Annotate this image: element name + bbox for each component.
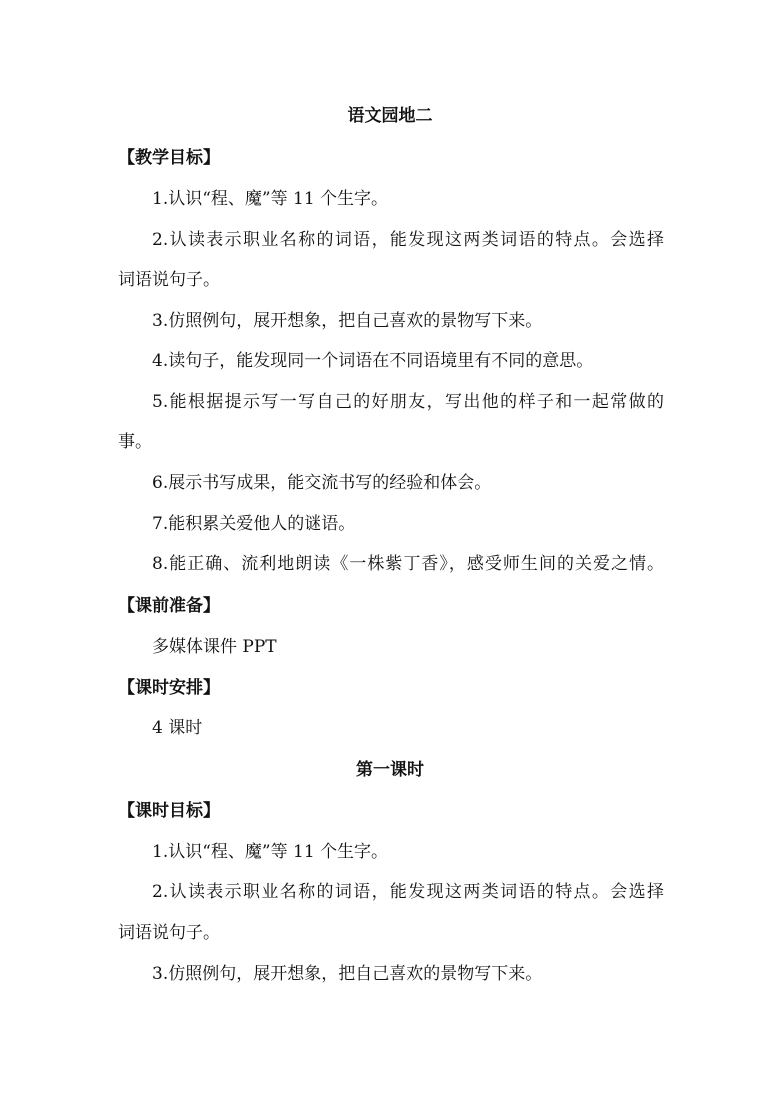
section-heading-schedule: 【课时安排】 bbox=[118, 678, 220, 698]
goal-item-5-line-1: 5.能根据提示写一写自己的好朋友，写出他的样子和一起常做的 bbox=[152, 392, 664, 412]
lesson-goal-item-1: 1.认识“程、魔”等 11 个生字。 bbox=[152, 842, 389, 862]
lesson1-title: 第一课时 bbox=[356, 760, 424, 780]
lesson-goal-item-3: 3.仿照例句，展开想象，把自己喜欢的景物写下来。 bbox=[152, 964, 543, 984]
lesson-goal-item-2-line-1: 2.认读表示职业名称的词语，能发现这两类词语的特点。会选择 bbox=[152, 882, 664, 902]
goal-item-3: 3.仿照例句，展开想象，把自己喜欢的景物写下来。 bbox=[152, 311, 543, 331]
goal-item-6: 6.展示书写成果，能交流书写的经验和体会。 bbox=[152, 473, 492, 493]
section-heading-preparation: 【课前准备】 bbox=[118, 596, 220, 616]
goal-item-8: 8.能正确、流利地朗读《一株紫丁香》，感受师生间的关爱之情。 bbox=[152, 554, 664, 574]
goal-item-4: 4.读句子，能发现同一个词语在不同语境里有不同的意思。 bbox=[152, 351, 594, 371]
goal-item-7: 7.能积累关爱他人的谜语。 bbox=[152, 514, 356, 534]
document-title: 语文园地二 bbox=[347, 106, 433, 126]
lesson-goal-item-2-line-2: 词语说句子。 bbox=[118, 923, 220, 943]
goal-item-5-line-2: 事。 bbox=[118, 432, 152, 452]
section-heading-teaching-goals: 【教学目标】 bbox=[118, 148, 220, 168]
goal-item-2-line-2: 词语说句子。 bbox=[118, 270, 220, 290]
preparation-text: 多媒体课件 PPT bbox=[152, 637, 277, 657]
section-heading-lesson-goals: 【课时目标】 bbox=[118, 801, 220, 821]
schedule-text: 4 课时 bbox=[152, 718, 203, 738]
goal-item-1: 1.认识“程、魔”等 11 个生字。 bbox=[152, 189, 389, 209]
goal-item-2-line-1: 2.认读表示职业名称的词语，能发现这两类词语的特点。会选择 bbox=[152, 230, 664, 250]
